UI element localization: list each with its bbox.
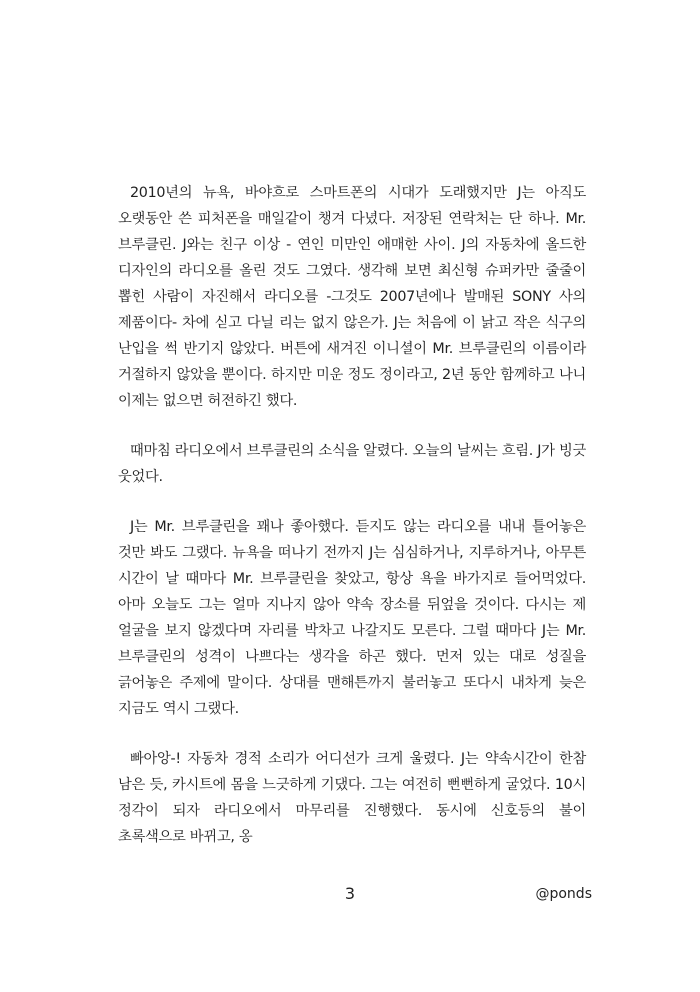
paragraph-4: 빠아앙-! 자동차 경적 소리가 어디선가 크게 울렸다. J는 약속시간이 한참 남은 듯, 카시트에 몸을 느긋하게 기댔다. 그는 여전히 뻔뻔하게 굴었다. 10시 정각이 되자 라디오에서 마무리를 진행했다. 동시에 신호등의 불이 초록색으로 바뀌고, 옹: [118, 751, 586, 845]
body-text: [118, 180, 586, 874]
paragraph-2: 때마침 라디오에서 브루클린의 소식을 알렸다. 오늘의 날씨는 흐림. J가 빙긋 웃었다.: [118, 443, 586, 485]
paragraph-3: J는 Mr. 브루클린을 꽤나 좋아했다. 듣지도 않는 라디오를 내내 틀어놓은 것만 봐도 그랬다. 뉴욕을 떠나기 전까지 J는 심심하거나, 지루하거나, 아무튼 시간이 날 때마다 Mr. 브루클린을 찾았고, 항상 욕을 바가지로 들어먹었다. 아마 오늘도 그는 얼마 지나지 않아 약속 장소를 뒤엎을 것이다. 다시는 제 얼굴을 보지 않겠다며 자리를 박차고 나갈지도 모른다. 그럴 때마다 J는 Mr. 브루클린의 성격이 나쁘다는 생각을 하곤 했다. 먼저 있는 대로 성질을 긁어놓은 주제에 말이다. 상대를 맨해튼까지 불러놓고 또다시 내차게 늦은 지금도 역시 그랬다.: [118, 519, 586, 717]
page-number: 3: [344, 884, 356, 903]
author-credit: @ponds: [535, 886, 592, 902]
paragraph-1: 2010년의 뉴욕, 바야흐로 스마트폰의 시대가 도래했지만 J는 아직도 오랫동안 쓴 피처폰을 매일같이 챙겨 다녔다. 저장된 연락처는 단 하나. Mr. 브루클린. J와는 친구 이상 - 연인 미만인 애매한 사이. J의 자동차에 올드한 디자인의 라디오를 올린 것도 그였다. 생각해 보면 최신형 슈퍼카만 줄줄이 뽑힌 사람이 자진해서 라디오를 -그것도 2007년에나 발매된 SONY 사의 제품이다- 차에 싣고 다닐 리는 없지 않은가. J는 처음에 이 낡고 작은 식구의 난입을 썩 반기지 않았다. 버튼에 새겨진 이니셜이 Mr. 브루클린의 이름이라 거절하지 않았을 뿐이다. 하지만 미운 정도 정이라고, 2년 동안 함께하고 나니 이제는 없으면 허전하긴 했다.: [118, 185, 586, 409]
